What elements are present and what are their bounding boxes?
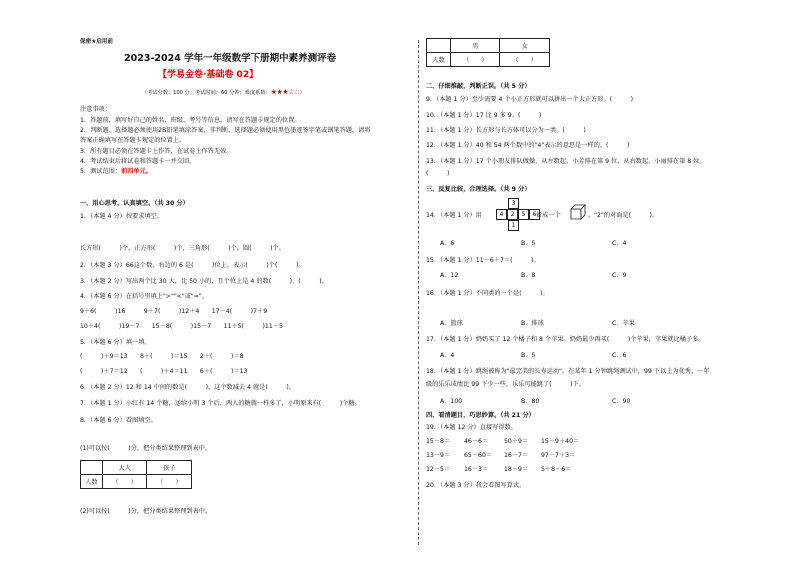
option-c: C．苹果	[612, 320, 635, 327]
exam-subtitle: 【学易金卷·基础卷 02】	[158, 70, 259, 80]
calc-item: 16－7＝	[504, 452, 529, 459]
calc-item: 13－9＝	[426, 452, 451, 459]
note-item: 4．考试结束后将试卷和答题卡一并交回。	[80, 158, 196, 165]
question-8-part-2: (2)可以按( )分，把分类结果整理到表中。	[80, 508, 212, 515]
cube-icon	[570, 204, 586, 220]
table-header-cell: 孩子	[147, 461, 192, 475]
section-1-heading: 一、用心思考，认真填空。（共 30 分）	[80, 200, 189, 207]
option-a: A．4	[440, 352, 455, 359]
section-2-heading: 二、仔细推敲，判断正误。（共 5 分）	[426, 83, 531, 90]
test-scope-label: 5．测试范围：	[80, 168, 122, 175]
question-9: 9．（本题 1 分）至少需要 4 个小正方形就可以拼出一个大正方形。( )	[426, 96, 634, 103]
table-header-cell: 男	[450, 39, 500, 53]
exam-meta	[142, 88, 305, 97]
question-3: 3．（本题 2 分）写出两个比 30 大，比 50 小的，且个位上是 4 的数( )、( )。	[80, 278, 328, 285]
question-13-blank: ( )	[426, 170, 450, 177]
question-14-mid: 折成一个	[536, 212, 561, 219]
question-13: 13．（本题 1 分）17 个小朋友排队做操，从左数起，小芳排在第 9 位，从右数起，小丽排在第 8 位。	[426, 158, 706, 165]
question-18: 18．（本题 1 分）跳绳被称为"最完美的长寿运动"。在某年 1 分钟跳绳测试中，99 下以上为优秀，一年	[426, 368, 710, 375]
table-header-cell: 大人	[102, 461, 147, 475]
test-scope	[80, 168, 152, 176]
net-face: 6	[529, 209, 540, 220]
question-17: 17．（本题 1 分）奶奶买了 12 个橘子和 8 个苹果。奶奶最少再买( )个苹果，苹果就比橘子多。	[426, 336, 705, 343]
option-a: A．100	[440, 398, 463, 405]
difficulty-stars: ★★★☆☆	[270, 88, 300, 96]
table-cell: （ ）	[500, 53, 550, 67]
question-14-end: ，"2"的对面是( )。	[588, 212, 659, 219]
option-b: B．排球	[521, 320, 544, 327]
option-a: A．6	[440, 240, 455, 247]
question-11: 11．（本题 1 分）长方形与长方体可以分为一类。( )	[426, 127, 586, 134]
exam-meta-end: ）	[299, 90, 305, 96]
question-7: 7．（本题 1 分）小红有 14 个糖，送给小明 3 个后，两人的糖就一样多了，小明原来有( )个糖。	[80, 400, 361, 407]
question-16: 16．（本题 1 分）不同类的一个是( )。	[426, 290, 549, 297]
section-3-heading: 三、反复比较，合理选择。（共 9 分）	[426, 186, 531, 193]
option-a: A．12	[440, 272, 459, 279]
question-4-row-2: 10＋4( )19－7 15－8( )15－7 11＋5( )11－5	[80, 323, 283, 330]
table-cell: 人数	[427, 53, 451, 67]
calc-item: 12－5＝	[426, 466, 451, 473]
table-cell: （ ）	[147, 475, 192, 489]
net-face: 4	[496, 209, 507, 220]
question-1-blanks: 长方形( )个，正方形( )个，三角形( )个，圆( )个。	[80, 245, 285, 252]
option-c: C．6	[612, 352, 627, 359]
calc-item: 46－6＝	[464, 438, 489, 445]
table-cell: 人数	[81, 475, 103, 489]
question-5-row-1: ( )＋9＝13 8＋( )＝15 2＋( )＝8	[80, 353, 244, 360]
question-15: 15．（本题 1 分）11－6＋7＝( )。	[426, 257, 540, 264]
question-19: 19．（本题 12 分）直接写得数。	[426, 424, 517, 431]
cube-net	[494, 198, 537, 234]
note-item: 2．判断题、选择题必须使用2B铅笔填涂答案，非判断、选择题必须使用黑色墨迹签字笔或钢笔答题，请将	[80, 127, 371, 134]
section-4-heading: 四、看清题目，巧思妙算。（共 21 分）	[426, 412, 535, 419]
option-b: B．5	[521, 352, 536, 359]
net-face: 1	[508, 220, 519, 231]
question-1: 1．（本题 4 分）按要求填空。	[80, 213, 163, 220]
test-scope-value: 前四单元。	[121, 168, 152, 175]
exam-meta-text: （考试分数：100 分；考试时间：60 分钟；难度系数：	[142, 90, 271, 96]
calc-item: 50＋9＝	[504, 438, 529, 445]
note-item: 答案正确填写在答题卡规定的位置上。	[80, 137, 186, 144]
net-face: 3	[508, 198, 519, 209]
calc-item: 15－9＋40＝	[541, 438, 580, 445]
net-face: 5	[518, 209, 529, 220]
confidential-label: 保密★启用前	[80, 39, 113, 45]
question-12: 12．（本题 1 分）40 和 54 两个数中的"4"表示的意思是一样的。( )	[426, 142, 630, 149]
question-8-part-1: (1)可以按( )分，把分类结果整理到表中。	[80, 445, 212, 452]
question-10: 10．（本题 1 分）17 比 9 多 9。( )	[426, 112, 542, 119]
question-14: 14．（本题 1 分）用	[426, 212, 482, 219]
table-header-cell	[427, 39, 451, 53]
question-5-row-2: ( )＋7＝12 ( )＋4＝11 6＋( )＝13	[80, 368, 248, 375]
question-20: 20．（本题 3 分）我会看图写算式。	[426, 482, 526, 489]
question-18-line-2: 级的乐乐成绩比 99 下少一些，乐乐可能跳了( )下。	[426, 381, 585, 388]
adult-child-table	[80, 460, 192, 489]
calc-item: 15－8＝	[426, 438, 451, 445]
table-cell: （ ）	[102, 475, 147, 489]
option-c: C．4	[612, 240, 627, 247]
calc-item: 18－9＝	[504, 466, 529, 473]
question-8: 8．（本题 6 分）看图填空。	[80, 417, 157, 424]
exam-title: 2023-2024 学年一年级数学下册期中素养测评卷	[124, 53, 337, 64]
note-item: 3．所有题目必须在答题卡上作答，在试卷上作答无效。	[80, 148, 233, 155]
calc-item: 65－60＝	[464, 452, 493, 459]
table-cell: （ ）	[450, 53, 500, 67]
option-b: B．80	[521, 398, 540, 405]
question-5: 5．（本题 6 分）填一填。	[80, 339, 151, 346]
option-a: A．篮球	[440, 320, 463, 327]
calc-item: 5＋8－6＝	[541, 466, 572, 473]
option-b: B．8	[521, 272, 536, 279]
net-face: 2	[507, 209, 518, 220]
question-6: 6．（本题 2 分）12 和 14 中间的数是( )，这个数减去 4 就是( )。	[80, 384, 295, 391]
question-4: 4．（本题 6 分）在括号里填上">""<"或"="。	[80, 293, 208, 300]
calc-item: 97－7＋3＝	[541, 452, 576, 459]
calc-item: 16－3＝	[464, 466, 489, 473]
column-separator	[418, 40, 419, 545]
note-item: 1．答题前，填写好自己的姓名、班级、考号等信息，请写在答题卡规定的位置。	[80, 117, 301, 124]
table-header-cell: 女	[500, 39, 550, 53]
option-b: B．5	[521, 240, 536, 247]
option-c: C．9	[612, 272, 627, 279]
table-header-cell	[81, 461, 103, 475]
notes-heading: 注意事项：	[80, 106, 111, 113]
question-2: 2．（本题 3 分）66这个数，右边的 6 是( )位上，表示( )个( )。	[80, 262, 305, 269]
boy-girl-table	[426, 38, 550, 67]
question-4-row-1: 9＋6( )16 9＋7( )12＋4 17－4( )7＋9	[80, 308, 268, 315]
option-c: C．90	[612, 398, 631, 405]
